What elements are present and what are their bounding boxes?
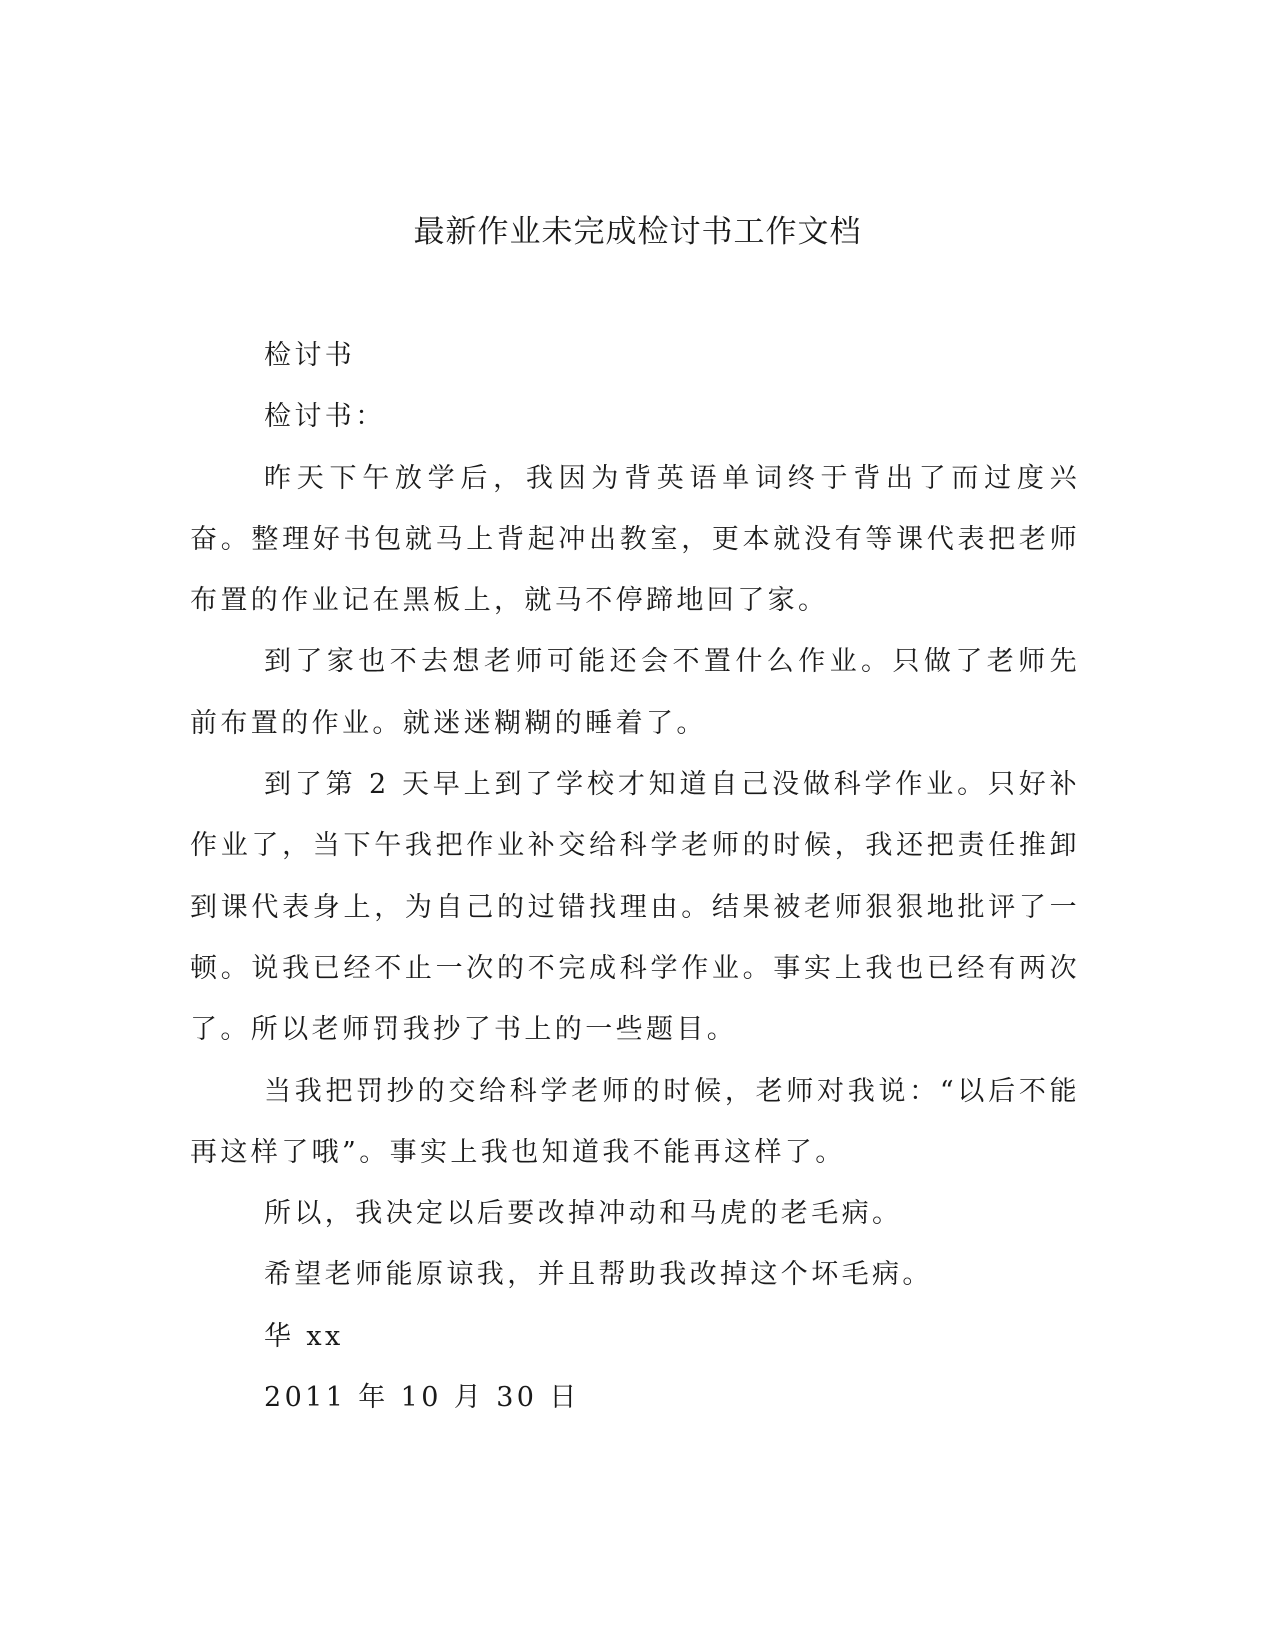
paragraph-4: 当我把罚抄的交给科学老师的时候，老师对我说：“以后不能再这样了哦”。事实上我也知道我不能再这样了。 [190,1075,1080,1168]
date: 2011 年 10 月 30 日 [264,1382,580,1414]
paragraph-2: 到了家也不去想老师可能还会不置什么作业。只做了老师先前布置的作业。就迷迷糊糊的睡着了。 [190,646,1080,739]
closing-line-1: 所以，我决定以后要改掉冲动和马虎的老毛病。 [264,1198,903,1230]
salutation: 检讨书： [264,401,386,433]
paragraph-1: 昨天下午放学后，我因为背英语单词终于背出了而过度兴奋。整理好书包就马上背起冲出教室，更本就没有等课代表把老师布置的作业记在黑板上，就马不停蹄地回了家。 [190,462,1080,617]
document-body [190,325,1080,1428]
paragraph-3: 到了第 2 天早上到了学校才知道自己没做科学作业。只好补作业了，当下午我把作业补交给科学老师的时候，我还把责任推卸到课代表身上，为自己的过错找理由。结果被老师狠狠地批评了一顿。说我已经不止一次的不完成科学作业。事实上我也已经有两次了。所以老师罚我抄了书上的一些题目。 [190,769,1080,1046]
signature: 华 xx [264,1320,344,1352]
heading: 检讨书 [264,340,356,371]
document-title: 最新作业未完成检讨书工作文档 [413,214,862,250]
closing-line-2: 希望老师能原谅我，并且帮助我改掉这个坏毛病。 [264,1259,933,1291]
